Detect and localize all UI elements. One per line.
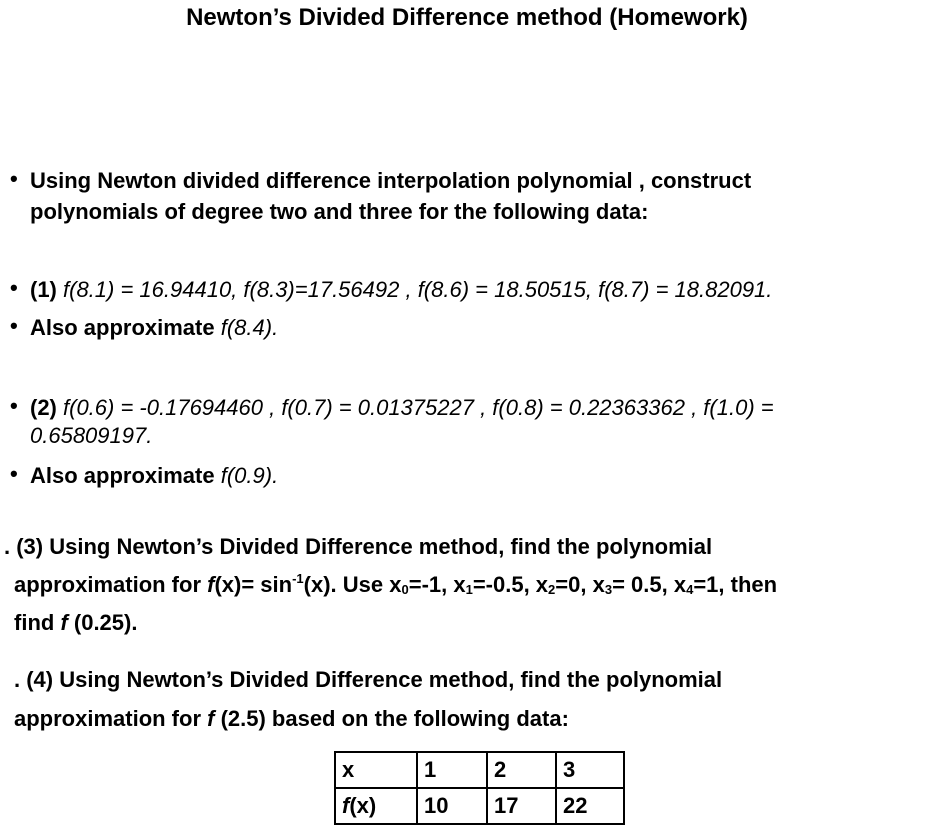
table-cell: 3: [556, 752, 624, 788]
bullet-intro: •: [10, 166, 18, 191]
table-row: [335, 752, 624, 788]
problem-2-values: f(0.6) = -0.17694460 , f(0.7) = 0.01375227 , f(0.8) = 0.22363362 , f(1.0) =: [56, 395, 774, 420]
bullet-p1: •: [10, 275, 18, 300]
problem-4: [14, 660, 722, 738]
table-row: [335, 788, 624, 824]
intro-text: [30, 165, 751, 227]
problem-2-target: f(0.9).: [214, 463, 279, 488]
problem-1-label: (1): [30, 277, 57, 302]
problem-2-values-cont: 0.65809197.: [30, 423, 153, 448]
table-cell: 17: [487, 788, 556, 824]
problem-2-also-label: Also approximate: [30, 463, 215, 488]
bullet-p2: •: [10, 393, 18, 418]
problem-1-also-label: Also approximate: [30, 315, 215, 340]
intro-line-1: Using Newton divided difference interpolation polynomial , construct: [30, 168, 752, 193]
problem-1-data: [30, 274, 772, 305]
problem-4-line-1: . (4) Using Newton’s Divided Difference method, find the polynomial: [14, 667, 723, 692]
problem-3-line-1: . (3) Using Newton’s Divided Difference method, find the polynomial: [4, 534, 713, 559]
table-cell: 2: [487, 752, 556, 788]
problem-1-values: f(8.1) = 16.94410, f(8.3)=17.56492 , f(8.6) = 18.50515, f(8.7) = 18.82091.: [56, 277, 773, 302]
problem-1-target: f(8.4).: [214, 315, 279, 340]
table-cell: 10: [417, 788, 487, 824]
problem-3: [4, 528, 777, 642]
table-cell: 1: [417, 752, 487, 788]
table-cell: x: [335, 752, 417, 788]
problem-3-line-3: find f (0.25).: [14, 610, 138, 635]
bullet-p1-also: •: [10, 313, 18, 338]
table-cell: 22: [556, 788, 624, 824]
problem-2-label: (2): [30, 395, 57, 420]
data-table: [334, 751, 625, 825]
problem-3-line-2: approximation for $f(x)= \sin^{-1}(x)$. Use $x_0=-1$, $x_1=-0.5$, $x_2=0$, $x_3= 0.5$, $x_4=1$, then: [14, 571, 778, 597]
problem-2-also: [30, 460, 278, 491]
intro-line-2: polynomials of degree two and three for the following data:: [30, 199, 649, 224]
problem-2-data: [30, 392, 774, 449]
bullet-p2-also: •: [10, 461, 18, 486]
problem-1-also: [30, 312, 278, 343]
problem-4-line-2: approximation for f (2.5) based on the following data:: [14, 706, 569, 731]
page-title: Newton’s Divided Difference method (Homework): [186, 4, 748, 31]
table-cell: f(x): [335, 788, 417, 824]
